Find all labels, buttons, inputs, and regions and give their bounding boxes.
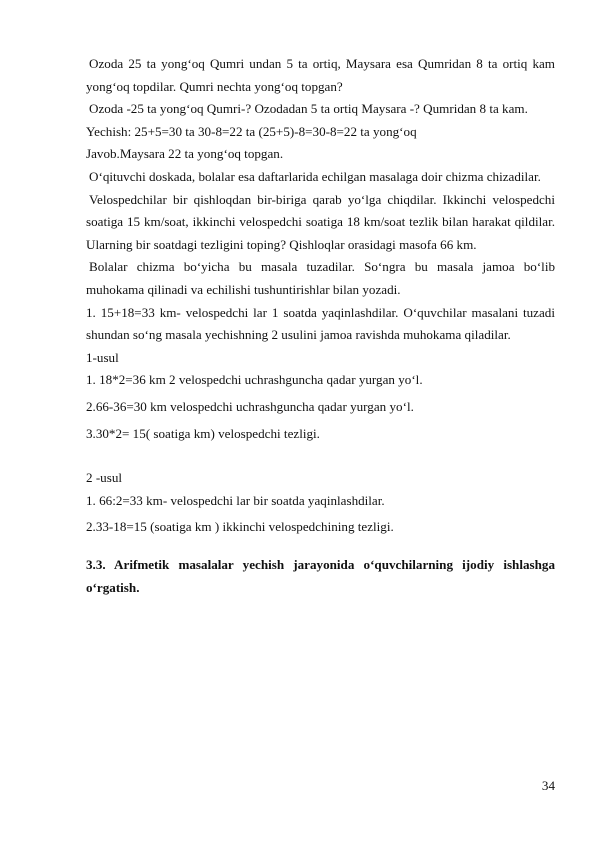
method2-line: 2.33-18=15 (soatiga km ) ikkinchi velospedchining tezligi. [86,519,394,535]
method1-line: 3.30*2= 15( soatiga km) velospedchi tezligi. [86,425,320,441]
paragraph-teacher-drawing: O‘qituvchi doskada, bolalar esa daftarlarida echilgan masalaga doir chizma chizadilar. [89,168,541,184]
paragraph-solution: Yechish: 25+5=30 ta 30-8=22 ta (25+5)-8=30-8=22 ta yong‘oq [86,123,417,139]
document-body [86,53,555,599]
page-number: 34 [541,778,555,793]
method1-line: 2.66-36=30 km velospedchi uchrashguncha qadar yurgan yo‘l. [86,398,414,414]
section-heading: 3.3. Arifmetik masalalar yechish jarayonida o‘quvchilarning ijodiy ishlashga o‘rgatish. [86,556,555,595]
method2-title: 2 -usul [86,470,123,486]
paragraph-short-condition: Ozoda -25 ta yong‘oq Qumri-? Ozodadan 5 ta ortiq Maysara -? Qumridan 8 ta kam. [89,101,528,117]
method1-line: 1. 18*2=36 km 2 velospedchi uchrashguncha qadar yurgan yo‘l. [86,372,423,388]
method1-title: 1-usul [86,349,119,365]
paragraph-answer: Javob.Maysara 22 ta yong‘oq topgan. [86,146,284,162]
paragraph-problem: Ozoda 25 ta yong‘oq Qumri undan 5 ta ortiq, Maysara esa Qumridan 8 ta ortiq kam yong‘oq topdilar. Qumri nechta yong‘oq topgan? [86,56,555,94]
paragraph-children-compose: Bolalar chizma bo‘yicha bu masala tuzadilar. So‘ngra bu masala jamoa bo‘lib muhokama qilinadi va echilishi tushuntirishlar bilan yozadi. [86,259,555,297]
method2-line: 1. 66:2=33 km- velospedchi lar bir soatda yaqinlashdilar. [86,492,385,508]
paragraph-approach-step: 1. 15+18=33 km- velospedchi lar 1 soatda yaqinlashdilar. O‘quvchilar masalani tuzadi shundan so‘ng masala yechishning 2 usulini jamoa ravishda muhokama qiladilar. [86,304,555,343]
paragraph-cyclists-problem: Velospedchilar bir qishloqdan bir-biriga qarab yo‘lga chiqdilar. Ikkinchi velospedchi soatiga 15 km/soat, ikkinchi velospedchi soatiga 18 km/soat tezlik bilan harakat qildilar. Ularning bir soatdagi tezligini toping? Qishloqlar orasidagi masofa 66 km. [86,191,555,252]
